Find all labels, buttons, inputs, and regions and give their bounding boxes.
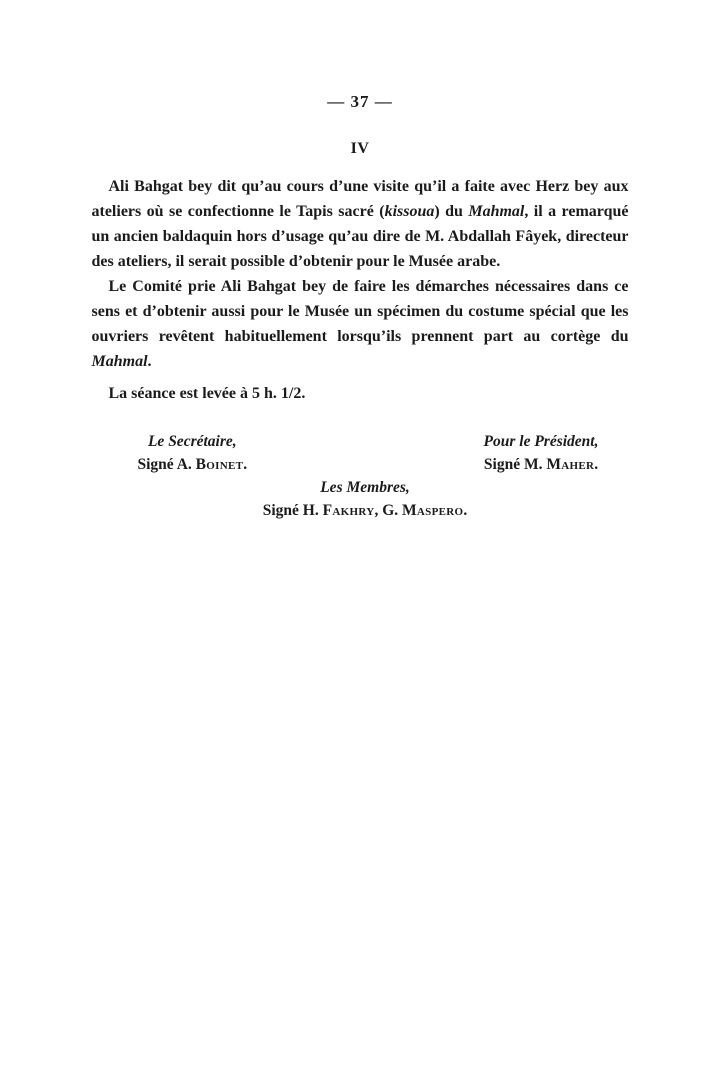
president-title: Pour le Président, (483, 433, 599, 450)
members-signature (102, 476, 629, 522)
members-names: Signé H. Fakhry, G. Maspero. (262, 502, 468, 519)
page-number: — 37 — (327, 92, 393, 111)
document-body (92, 174, 629, 522)
paragraph-1: Ali Bahgat bey dit qu’au cours d’une visite qu’il a faite avec Herz bey aux ateliers où se confectionne le Tapis sacré (kissoua) du Mahmal, il a remarqué un ancien baldaquin hors d’usage qu’au dire de M. Abdallah Fâyek, directeur des ateliers, il serait possible d’obtenir pour le Musée arabe. (91, 178, 629, 270)
paragraph-2: Le Comité prie Ali Bahgat bey de faire les démarches nécessaires dans ce sens et d’obtenir aussi pour le Musée un spécimen du costume spécial que les ouvriers revêtent habituellement lorsqu’ils prennent part au cortège du Mahmal. (91, 278, 629, 370)
signature-row-top (92, 430, 629, 476)
members-title: Les Membres, (320, 479, 410, 496)
president-name: Signé M. Maher. (483, 456, 599, 473)
closing-line: La séance est levée à 5 h. 1/2. (108, 385, 306, 402)
secretary-name: Signé A. Boinet. (137, 456, 248, 473)
section-heading: IV (350, 140, 370, 157)
signature-block (92, 430, 629, 522)
president-signature (484, 430, 599, 476)
secretary-title: Le Secrétaire, (147, 433, 237, 450)
secretary-signature (138, 430, 248, 476)
